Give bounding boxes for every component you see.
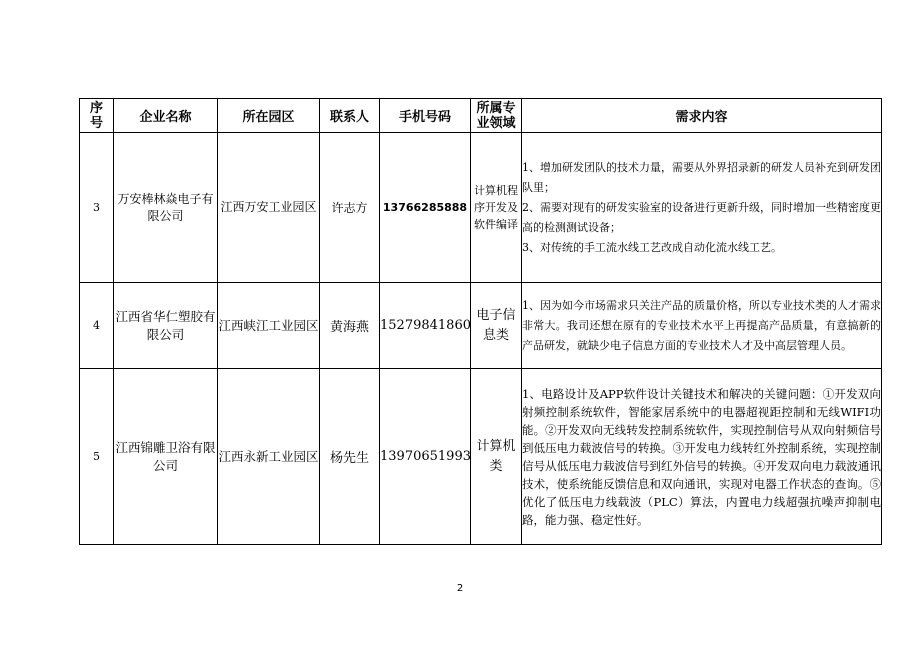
cell-contact: 许志方 bbox=[320, 133, 380, 283]
header-contact: 联系人 bbox=[320, 99, 380, 133]
cell-company: 江西省华仁塑胶有限公司 bbox=[114, 283, 218, 369]
header-company: 企业名称 bbox=[114, 99, 218, 133]
header-phone: 手机号码 bbox=[380, 99, 471, 133]
table-row bbox=[80, 283, 882, 369]
header-field-line-2: 业领域 bbox=[476, 115, 516, 131]
cell-field: 计算机程序开发及软件编译 bbox=[471, 133, 522, 283]
cell-company: 江西锦雕卫浴有限公司 bbox=[114, 369, 218, 545]
header-park: 所在园区 bbox=[218, 99, 320, 133]
header-seq-line-1: 序 bbox=[89, 100, 103, 116]
need-item: 1、因为如今市场需求只关注产品的质量价格，所以专业技术类的人才需求非常大。我司还想在原有的专业技术水平上再提高产品质量，有意搞新的产品研发，就缺少电子信息方面的专业技术人才及中高层管理人员。 bbox=[522, 298, 881, 352]
cell-needs bbox=[522, 283, 882, 369]
cell-needs bbox=[522, 133, 882, 283]
cell-park: 江西峡江工业园区 bbox=[218, 283, 320, 369]
need-item: 3、对传统的手工流水线工艺改成自动化流水线工艺。 bbox=[522, 240, 782, 254]
cell-needs bbox=[522, 369, 882, 545]
header-seq-line-2: 号 bbox=[89, 115, 103, 131]
header-needs: 需求内容 bbox=[522, 99, 882, 133]
cell-seq: 3 bbox=[80, 133, 114, 283]
cell-field: 计算机类 bbox=[471, 369, 522, 545]
cell-park: 江西永新工业园区 bbox=[218, 369, 320, 545]
table-row bbox=[80, 369, 882, 545]
header-seq bbox=[80, 99, 114, 133]
header-field bbox=[471, 99, 522, 133]
header-field-line-1: 所属专 bbox=[476, 100, 516, 116]
cell-contact: 黄海燕 bbox=[320, 283, 380, 369]
cell-seq: 5 bbox=[80, 369, 114, 545]
requirements-table bbox=[79, 98, 882, 545]
table-header-row bbox=[80, 99, 882, 133]
cell-park: 江西万安工业园区 bbox=[218, 133, 320, 283]
need-item: 1、增加研发团队的技术力量，需要从外界招录新的研发人员补充到研发团队里； bbox=[522, 160, 881, 194]
cell-company: 万安棒林焱电子有限公司 bbox=[114, 133, 218, 283]
cell-phone: 13766285888 bbox=[380, 133, 471, 283]
cell-phone: 13970651993 bbox=[380, 369, 471, 545]
cell-field: 电子信息类 bbox=[471, 283, 522, 369]
page-number: 2 bbox=[456, 583, 464, 594]
cell-phone: 15279841860 bbox=[380, 283, 471, 369]
table-row bbox=[80, 133, 882, 283]
need-item: 2、需要对现有的研发实验室的设备进行更新升级，同时增加一些精密度更高的检测测试设备； bbox=[522, 200, 881, 234]
cell-seq: 4 bbox=[80, 283, 114, 369]
cell-contact: 杨先生 bbox=[320, 369, 380, 545]
need-item: 1、电路设计及APP软件设计关键技术和解决的关键问题：①开发双向射频控制系统软件，智能家居系统中的电器超视距控制和无线WIFI功能。②开发双向无线转发控制系统软件，实现控制信号从双向射频信号到低压电力载波信号的转换。③开发电力线转红外控制系统，实现控制信号从低压电力载波信号到红外信号的转换。④开发双向电力载波通讯技术，使系统能反馈信息和双向通讯，实现对电器工作状态的查询。⑤优化了低压电力线载波（PLC）算法，内置电力线超强抗噪声抑制电路，能力强、稳定性好。 bbox=[522, 386, 881, 527]
